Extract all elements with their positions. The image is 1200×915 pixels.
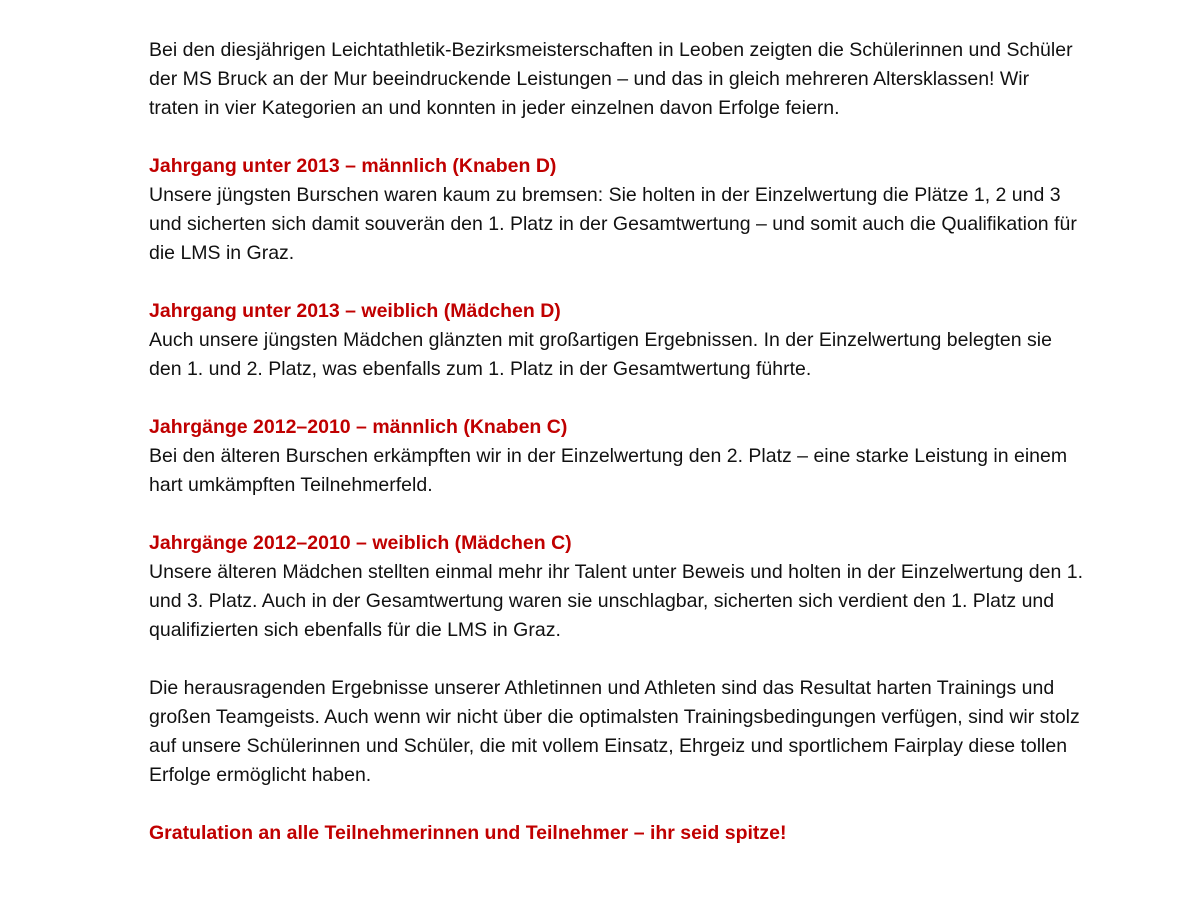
section-text-maedchen-d: Auch unsere jüngsten Mädchen glänzten mit großartigen Ergebnissen. In der Einzelwertung belegten sie den 1. und 2. Platz, was ebenfalls zum 1. Platz in der Gesamtwertung führte. — [149, 329, 1052, 380]
section-text-knaben-c: Bei den älteren Burschen erkämpften wir in der Einzelwertung den 2. Platz – eine starke Leistung in einem hart umkämpften Teilnehmerfeld. — [149, 445, 1068, 496]
closing-paragraph: Die herausragenden Ergebnisse unserer Athletinnen und Athleten sind das Resultat harten Trainings und großen Teamgeists. Auch wenn wir nicht über die optimalsten Trainingsbedingungen verfügen, sind wir stolz auf unsere Schülerinnen und Schüler, die mit vollem Einsatz, Ehrgeiz und sportlichem Fairplay diese tollen Erfolge ermöglicht haben. — [149, 677, 1080, 786]
section-knaben-c — [149, 413, 1084, 500]
intro-paragraph: Bei den diesjährigen Leichtathletik-Bezirksmeisterschaften in Leoben zeigten die Schülerinnen und Schüler der MS Bruck an der Mur beeindruckende Leistungen – und das in gleich mehreren Altersklassen! Wir traten in vier Kategorien an und konnten in jeder einzelnen davon Erfolge feiern. — [149, 39, 1073, 119]
section-maedchen-d — [149, 297, 1084, 384]
section-heading-maedchen-d: Jahrgang unter 2013 – weiblich (Mädchen D) — [149, 300, 561, 322]
section-heading-knaben-c: Jahrgänge 2012–2010 – männlich (Knaben C) — [149, 416, 568, 438]
section-knaben-d — [149, 152, 1084, 268]
congratulation-line: Gratulation an alle Teilnehmerinnen und Teilnehmer – ihr seid spitze! — [149, 822, 787, 844]
section-heading-maedchen-c: Jahrgänge 2012–2010 – weiblich (Mädchen C) — [149, 532, 572, 554]
section-text-knaben-d: Unsere jüngsten Burschen waren kaum zu bremsen: Sie holten in der Einzelwertung die Plätze 1, 2 und 3 und sicherten sich damit souverän den 1. Platz in der Gesamtwertung – und somit auch die Qualifikation für die LMS in Graz. — [149, 184, 1077, 264]
section-maedchen-c — [149, 529, 1084, 645]
section-heading-knaben-d: Jahrgang unter 2013 – männlich (Knaben D) — [149, 155, 557, 177]
article-body — [149, 36, 1084, 848]
section-text-maedchen-c: Unsere älteren Mädchen stellten einmal mehr ihr Talent unter Beweis und holten in der Einzelwertung den 1. und 3. Platz. Auch in der Gesamtwertung waren sie unschlagbar, sicherten sich verdient den 1. Platz und qualifizierten sich ebenfalls für die LMS in Graz. — [149, 561, 1084, 641]
